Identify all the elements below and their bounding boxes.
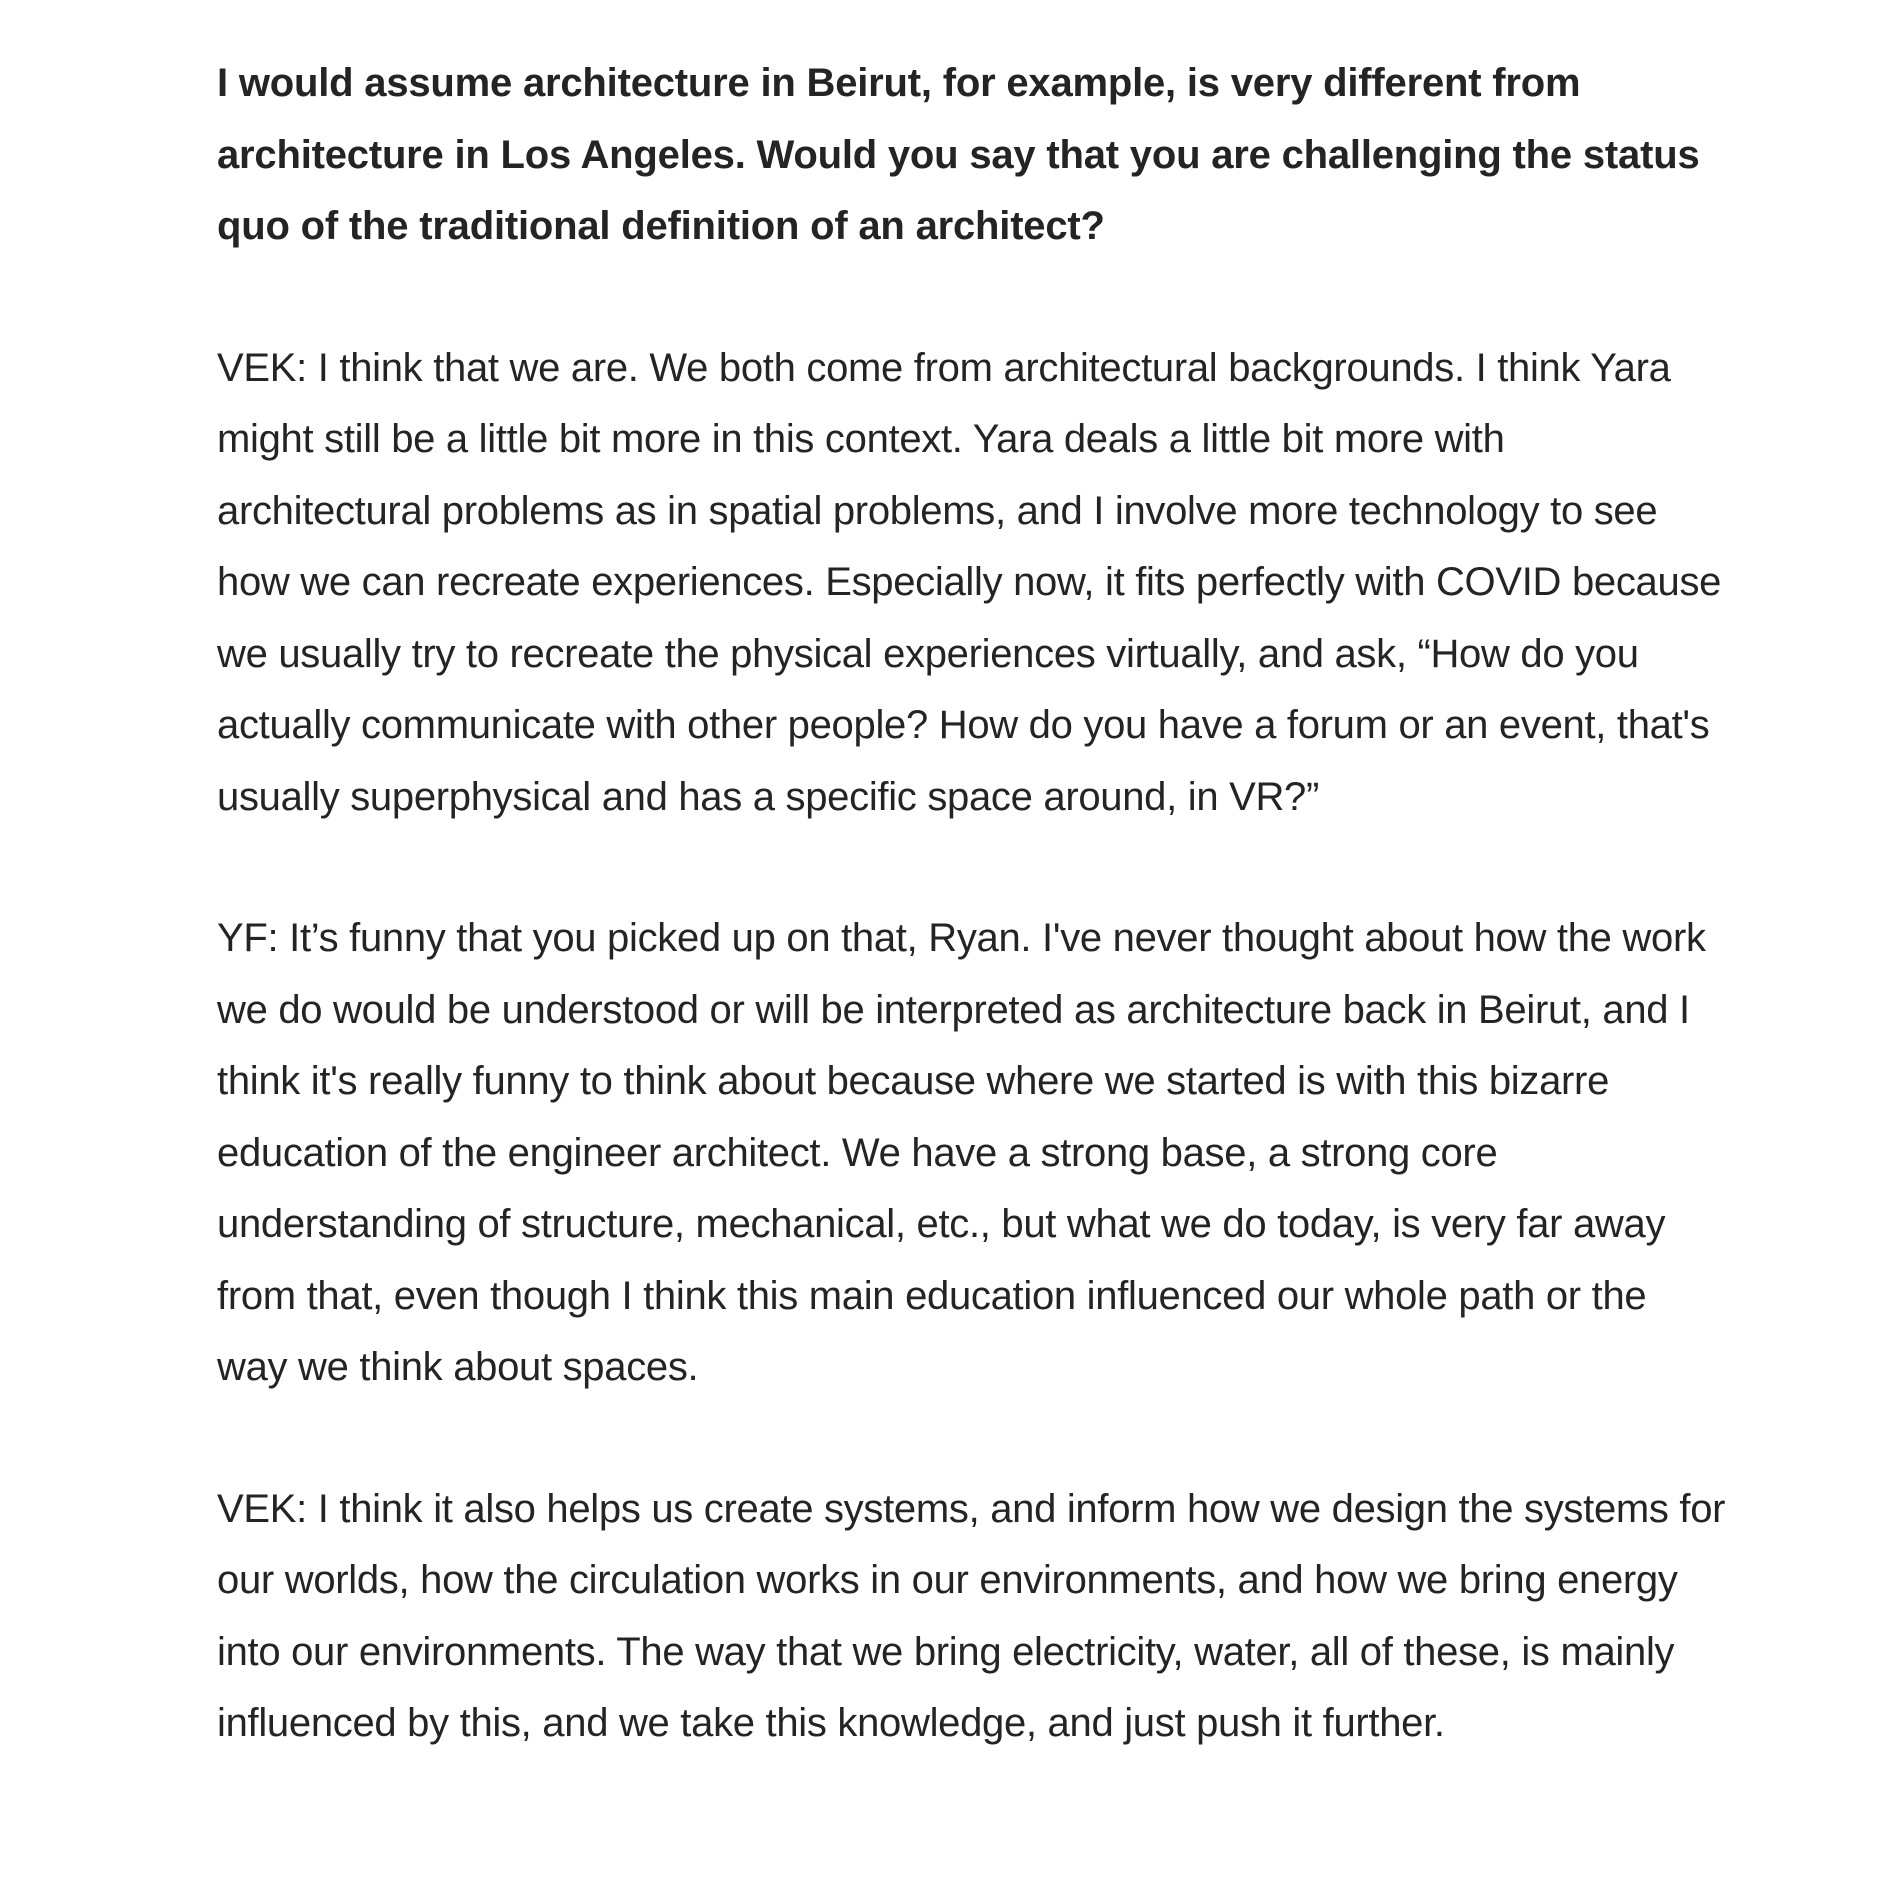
answer-paragraph-yf: YF: It’s funny that you picked up on that, Ryan. I've never thought about how the work we do would be understood or will be interpreted as architecture back in Beirut, and I think it's really funny to think about because where we started is with this bizarre education of the engineer architect. We have a strong base, a strong core understanding of structure, mechanical, etc., but what we do today, is very far away from that, even though I think this main education influenced our whole path or the way we think about spaces.: [217, 916, 1706, 1389]
interview-question: I would assume architecture in Beirut, for example, is very different from architecture in Los Angeles. Would you say that you are challenging the status quo of the traditional definition of an architect?: [217, 61, 1700, 248]
article-body: [217, 48, 1727, 1760]
answer-paragraph-vek-2: VEK: I think it also helps us create systems, and inform how we design the systems for our worlds, how the circulation works in our environments, and how we bring energy into our environments. The way that we bring electricity, water, all of these, is mainly influenced by this, and we take this knowledge, and just push it further.: [217, 1486, 1726, 1745]
answer-paragraph-vek-1: VEK: I think that we are. We both come from architectural backgrounds. I think Yara might still be a little bit more in this context. Yara deals a little bit more with architectural problems as in spatial problems, and I involve more technology to see how we can recreate experiences. Especially now, it fits perfectly with COVID because we usually try to recreate the physical experiences virtually, and ask, “How do you actually communicate with other people? How do you have a forum or an event, that's usually superphysical and has a specific space around, in VR?”: [217, 345, 1722, 819]
